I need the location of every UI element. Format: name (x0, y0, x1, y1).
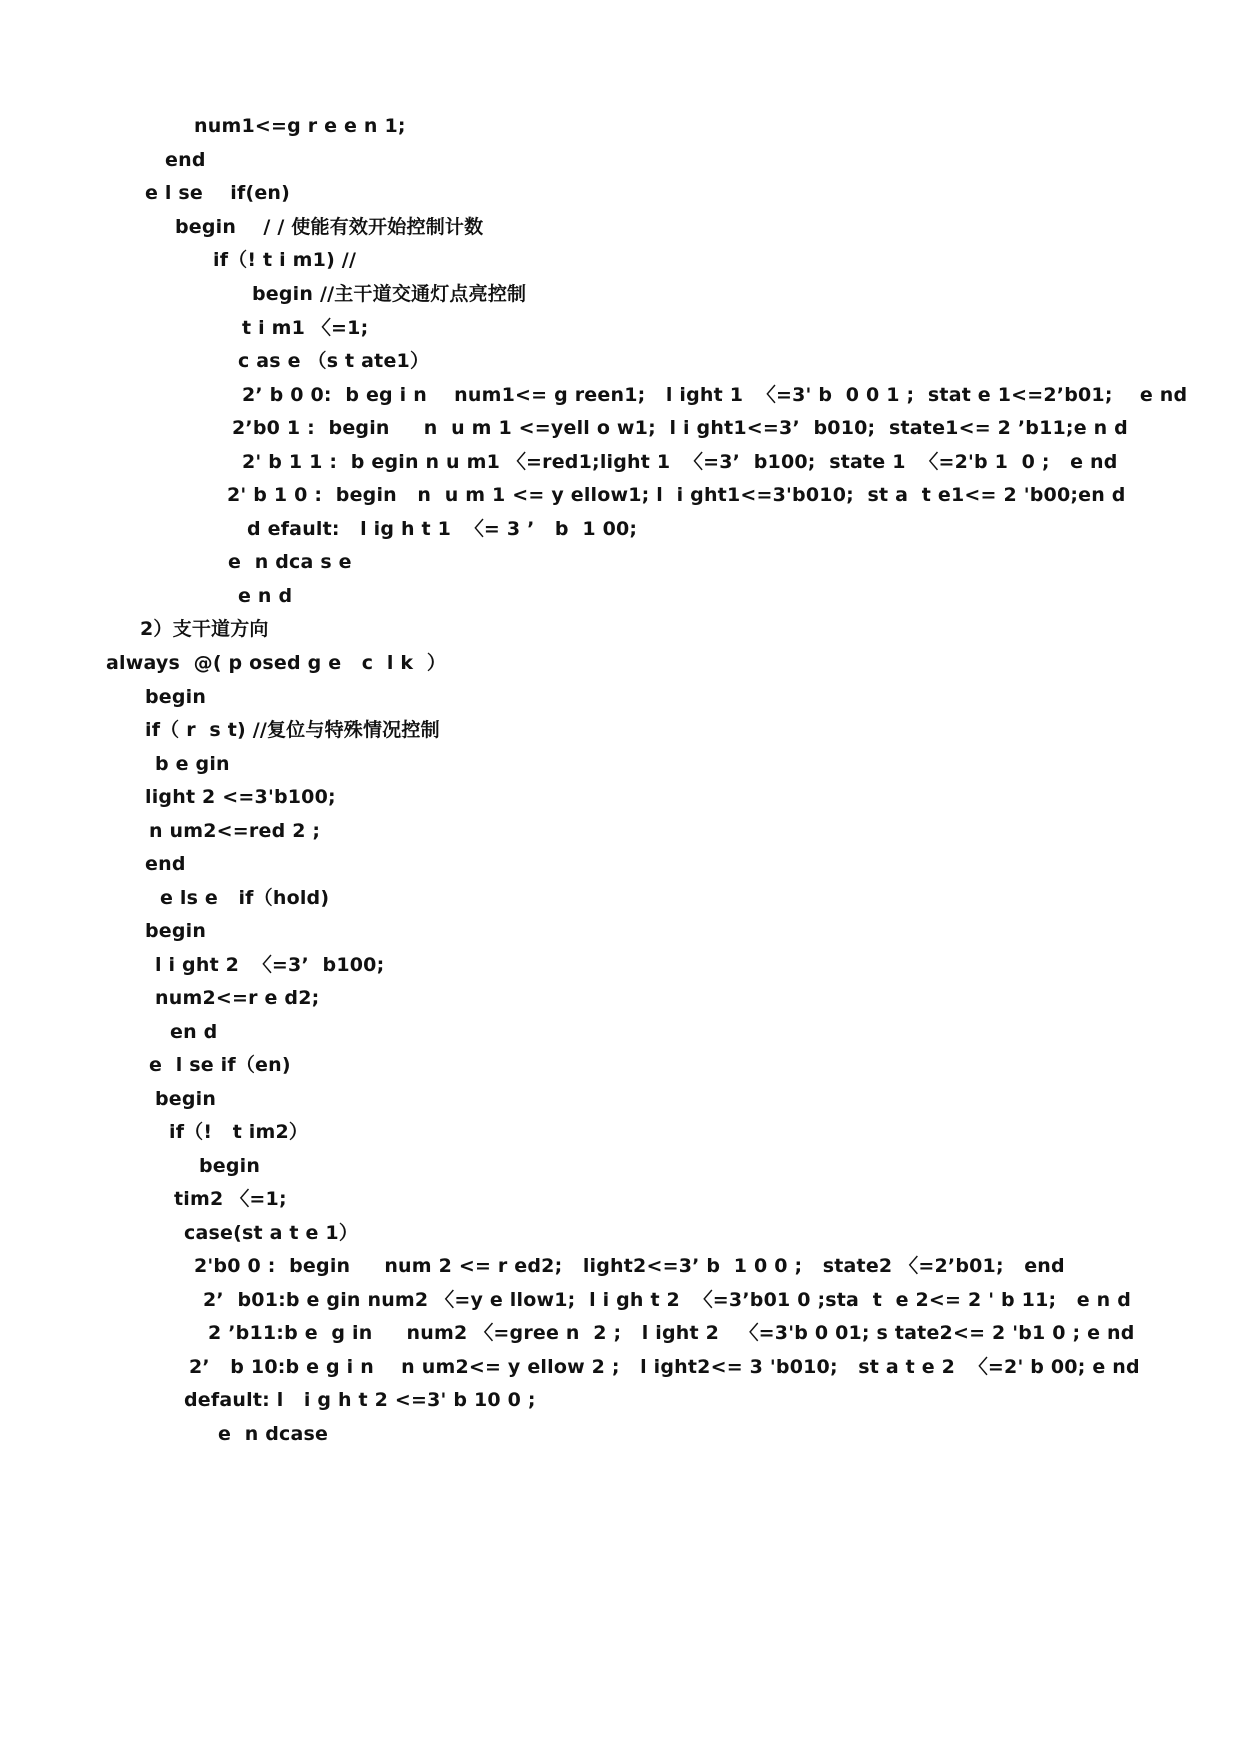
code-line: if（! t im2） (169, 1121, 309, 1143)
code-line: e l se if(en) (145, 182, 291, 204)
code-line: b e gin (155, 753, 230, 775)
code-line: num2<=r e d2; (155, 987, 320, 1009)
code-line: begin (145, 686, 207, 708)
code-line: t i m1 〈=1; (242, 317, 369, 339)
code-line: e n dca s e (228, 551, 352, 573)
code-line: begin (155, 1088, 217, 1110)
code-line: default: l i g h t 2 <=3' b 10 0 ; (184, 1389, 536, 1411)
code-line: begin / / 使能有效开始控制计数 (175, 216, 484, 238)
code-line: 2'b0 0 : begin num 2 <= r ed2; light2<=3’ b 1 0 0 ; state2 〈=2’b01; end (194, 1255, 1065, 1277)
code-line: 2’ b 10:b e g i n n um2<= y ellow 2 ; l ight2<= 3 'b010; st a t e 2 〈=2' b 00; e nd (189, 1356, 1140, 1378)
code-line: if（! t i m1) // (213, 249, 357, 271)
code-line: n um2<=red 2 ; (149, 820, 321, 842)
code-line: tim2 〈=1; (174, 1188, 287, 1210)
code-line: case(st a t e 1） (184, 1222, 359, 1244)
code-line: light 2 <=3'b100; (145, 786, 336, 808)
code-line: 2' b 1 1 : b egin n u m1 〈=red1;light 1 〈=3’ b100; state 1 〈=2'b 1 0 ; e nd (242, 451, 1118, 473)
code-line: begin (199, 1155, 261, 1177)
code-line: end (165, 149, 206, 171)
code-line: if（ r s t) //复位与特殊情况控制 (145, 719, 440, 741)
code-line: 2’ b 0 0: b eg i n num1<= g reen1; l ight 1 〈=3' b 0 0 1 ; stat e 1<=2’b01; e nd (242, 384, 1188, 406)
code-line: e n d (238, 585, 293, 607)
code-line: e ls e if（hold) (160, 887, 330, 909)
code-line: l i ght 2 〈=3’ b100; (155, 954, 385, 976)
code-line: always @( p osed g e c l k ） (106, 652, 447, 674)
code-line: en d (170, 1021, 218, 1043)
code-line: c as e （s t ate1） (238, 350, 430, 372)
code-line: end (145, 853, 186, 875)
code-line: e n dcase (218, 1423, 329, 1445)
code-line: d efault: l ig h t 1 〈= 3 ’ b 1 00; (247, 518, 638, 540)
code-line: 2’ b01:b e gin num2 〈=y e llow1; l i gh t 2 〈=3’b01 0 ;sta t e 2<= 2 ' b 11; e n d (203, 1289, 1131, 1311)
code-line: 2 ’b11:b e g in num2 〈=gree n 2 ; l ight 2 〈=3'b 0 01; s tate2<= 2 'b1 0 ; e nd (208, 1322, 1135, 1344)
code-line: begin (145, 920, 207, 942)
code-line: begin //主干道交通灯点亮控制 (252, 283, 527, 305)
code-line: num1<=g r e e n 1; (194, 115, 406, 137)
code-line: 2’b0 1 : begin n u m 1 <=yell o w1; l i ght1<=3’ b010; state1<= 2 ’b11;e n d (232, 417, 1128, 439)
code-line: 2' b 1 0 : begin n u m 1 <= y ellow1; l i ght1<=3'b010; st a t e1<= 2 'b00;en d (227, 484, 1126, 506)
code-line: e l se if（en) (149, 1054, 291, 1076)
section-heading: 2）支干道方向 (140, 618, 269, 640)
